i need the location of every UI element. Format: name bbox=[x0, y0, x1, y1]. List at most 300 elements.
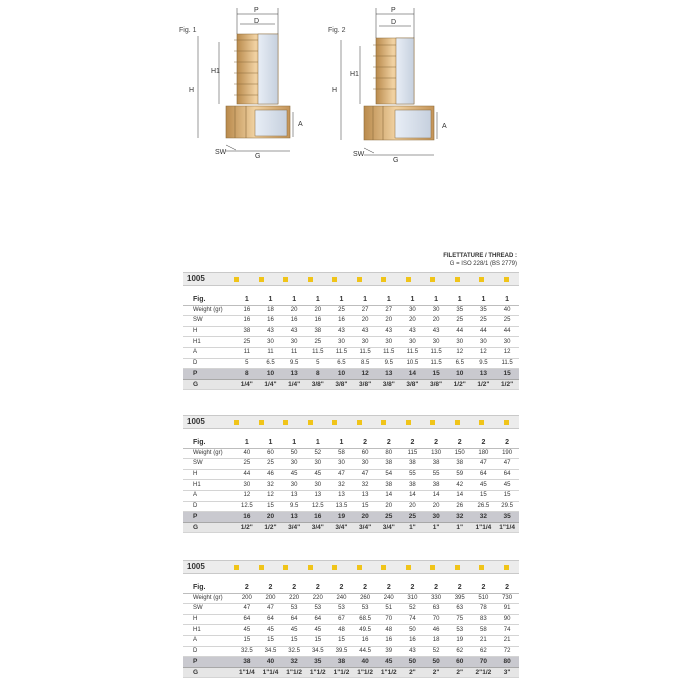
column-marker-square bbox=[504, 277, 509, 282]
table-cell: 80 bbox=[377, 448, 401, 459]
table-header bbox=[183, 415, 519, 429]
table-cell: 45 bbox=[472, 480, 496, 491]
table-row bbox=[183, 337, 519, 348]
table-cell: 11.5 bbox=[495, 358, 519, 369]
table-cell: 39 bbox=[377, 646, 401, 657]
table-cell: 2 bbox=[377, 438, 401, 448]
table-cell: 42 bbox=[448, 480, 472, 491]
table-cell: 53 bbox=[448, 625, 472, 636]
row-label: P bbox=[183, 657, 235, 668]
table-cell: 10 bbox=[448, 369, 472, 380]
table-cell: 12.5 bbox=[306, 501, 330, 512]
table-cell: 1"1/2 bbox=[330, 667, 354, 678]
column-marker-square bbox=[381, 277, 386, 282]
table-cell: 1"1/2 bbox=[306, 667, 330, 678]
table-cell: 2 bbox=[259, 583, 283, 593]
table-cell: 16 bbox=[282, 316, 306, 327]
column-marker-square bbox=[504, 565, 509, 570]
table-cell: 32 bbox=[472, 512, 496, 523]
figure-2-label: Fig. 2 bbox=[328, 27, 346, 34]
table-cell: 52 bbox=[306, 448, 330, 459]
table-cell: 1 bbox=[353, 295, 377, 305]
table-cell: 11.5 bbox=[401, 347, 425, 358]
table-cell: 25 bbox=[259, 459, 283, 470]
table-cell: 8 bbox=[235, 369, 259, 380]
table-cell: 58 bbox=[472, 625, 496, 636]
column-marker-square bbox=[234, 565, 239, 570]
table-cell: 9.5 bbox=[282, 358, 306, 369]
table-row bbox=[183, 316, 519, 327]
table-cell: 67 bbox=[330, 614, 354, 625]
row-label: A bbox=[183, 635, 235, 646]
table-cell: 11 bbox=[282, 347, 306, 358]
table-cell: 2 bbox=[495, 438, 519, 448]
table-cell: 35 bbox=[495, 512, 519, 523]
table-row bbox=[183, 469, 519, 480]
dim-d-label: D bbox=[254, 18, 260, 25]
table-cell: 2 bbox=[472, 583, 496, 593]
row-label: H1 bbox=[183, 337, 235, 348]
table-cell: 13.5 bbox=[330, 501, 354, 512]
table-row bbox=[183, 379, 519, 390]
table-cell: 90 bbox=[495, 614, 519, 625]
table-cell: 32 bbox=[282, 657, 306, 668]
table-cell: 1"1/4 bbox=[235, 667, 259, 678]
table-cell: 20 bbox=[353, 512, 377, 523]
table-cell: 1 bbox=[306, 295, 330, 305]
table-cell: 50 bbox=[424, 657, 448, 668]
spec-table-1 bbox=[183, 272, 519, 390]
row-label: SW bbox=[183, 459, 235, 470]
table-cell: 53 bbox=[282, 604, 306, 615]
column-marker-square bbox=[332, 420, 337, 425]
dim-sw-label: SW bbox=[353, 151, 365, 158]
table-cell: 50 bbox=[401, 625, 425, 636]
row-label: G bbox=[183, 379, 235, 390]
dim-h1-label: H1 bbox=[211, 68, 220, 75]
table-cell: 25 bbox=[377, 512, 401, 523]
table-cell: 32 bbox=[259, 480, 283, 491]
table-cell: 3/4" bbox=[377, 522, 401, 533]
column-marker-square bbox=[259, 420, 264, 425]
table-cell: 52 bbox=[424, 646, 448, 657]
row-label: Fig. bbox=[183, 583, 235, 593]
table-row bbox=[183, 646, 519, 657]
table-cell: 1/2" bbox=[259, 522, 283, 533]
table-cell: 12 bbox=[495, 347, 519, 358]
table-cell: 47 bbox=[495, 459, 519, 470]
table-cell: 25 bbox=[495, 316, 519, 327]
table-cell: 1 bbox=[282, 438, 306, 448]
table-row bbox=[183, 448, 519, 459]
table-cell: 1 bbox=[448, 295, 472, 305]
table-cell: 1 bbox=[306, 438, 330, 448]
table-cell: 1 bbox=[377, 295, 401, 305]
table-cell: 16 bbox=[306, 316, 330, 327]
table-cell: 9.5 bbox=[282, 501, 306, 512]
table-cell: 32 bbox=[448, 512, 472, 523]
table-cell: 5 bbox=[306, 358, 330, 369]
table-cell: 45 bbox=[306, 469, 330, 480]
table-row bbox=[183, 480, 519, 491]
table-cell: 11.5 bbox=[424, 347, 448, 358]
column-marker-square bbox=[357, 277, 362, 282]
table-cell: 30 bbox=[306, 480, 330, 491]
table-cell: 395 bbox=[448, 593, 472, 604]
row-label: H bbox=[183, 614, 235, 625]
table-cell: 1/2" bbox=[472, 379, 496, 390]
table-cell: 3/4" bbox=[353, 522, 377, 533]
table-cell: 32.5 bbox=[235, 646, 259, 657]
column-marker-square bbox=[308, 277, 313, 282]
table-cell: 16 bbox=[330, 316, 354, 327]
dim-p-label: P bbox=[391, 7, 396, 14]
table-cell: 43 bbox=[377, 326, 401, 337]
table-cell: 46 bbox=[259, 469, 283, 480]
table-cell: 1 bbox=[401, 295, 425, 305]
table-cell: 10 bbox=[330, 369, 354, 380]
table-cell: 21 bbox=[472, 635, 496, 646]
table-cell: 20 bbox=[259, 512, 283, 523]
table-cell: 1/2" bbox=[235, 522, 259, 533]
table-cell: 53 bbox=[330, 604, 354, 615]
table-cell: 59 bbox=[448, 469, 472, 480]
table-cell: 16 bbox=[235, 305, 259, 316]
table-cell: 30 bbox=[401, 337, 425, 348]
table-cell: 260 bbox=[353, 593, 377, 604]
table-cell: 2 bbox=[306, 583, 330, 593]
table-cell: 64 bbox=[259, 614, 283, 625]
table-cell: 30 bbox=[282, 459, 306, 470]
table-cell: 45 bbox=[282, 625, 306, 636]
column-marker-square bbox=[357, 565, 362, 570]
table-cell: 15 bbox=[495, 369, 519, 380]
table-cell: 45 bbox=[235, 625, 259, 636]
spec-table-3 bbox=[183, 560, 519, 678]
table-cell: 11.5 bbox=[424, 358, 448, 369]
table-cell: 78 bbox=[472, 604, 496, 615]
table-cell: 53 bbox=[306, 604, 330, 615]
row-label: A bbox=[183, 490, 235, 501]
table-cell: 26.5 bbox=[472, 501, 496, 512]
table-cell: 12.5 bbox=[235, 501, 259, 512]
table-cell: 1/2" bbox=[448, 379, 472, 390]
data-table bbox=[183, 438, 519, 533]
table-cell: 9.5 bbox=[472, 358, 496, 369]
table-cell: 38 bbox=[377, 480, 401, 491]
row-label: Fig. bbox=[183, 295, 235, 305]
table-cell: 14 bbox=[448, 490, 472, 501]
table-cell: 38 bbox=[448, 459, 472, 470]
table-cell: 30 bbox=[306, 459, 330, 470]
table-cell: 30 bbox=[424, 305, 448, 316]
table-cell: 32 bbox=[353, 480, 377, 491]
table-row bbox=[183, 347, 519, 358]
table-cell: 1"1/4 bbox=[259, 667, 283, 678]
column-marker-square bbox=[381, 420, 386, 425]
table-cell: 1" bbox=[448, 522, 472, 533]
thread-standard-note bbox=[443, 252, 517, 268]
table-cell: 3/8" bbox=[306, 379, 330, 390]
table-row bbox=[183, 635, 519, 646]
table-cell: 47 bbox=[330, 469, 354, 480]
table-cell: 13 bbox=[472, 369, 496, 380]
table-cell: 34.5 bbox=[259, 646, 283, 657]
table-cell: 14 bbox=[401, 490, 425, 501]
table-cell: 180 bbox=[472, 448, 496, 459]
column-marker-square bbox=[308, 565, 313, 570]
table-cell: 30 bbox=[353, 337, 377, 348]
spec-table-2 bbox=[183, 415, 519, 533]
table-cell: 220 bbox=[306, 593, 330, 604]
table-cell: 1 bbox=[424, 295, 448, 305]
table-cell: 51 bbox=[377, 604, 401, 615]
table-cell: 1 bbox=[235, 438, 259, 448]
table-cell: 220 bbox=[282, 593, 306, 604]
column-marker-square bbox=[332, 277, 337, 282]
table-cell: 20 bbox=[401, 316, 425, 327]
table-cell: 45 bbox=[259, 625, 283, 636]
table-row bbox=[183, 305, 519, 316]
table-cell: 1 bbox=[282, 295, 306, 305]
column-marker-square bbox=[259, 277, 264, 282]
table-cell: 2 bbox=[282, 583, 306, 593]
table-cell: 35 bbox=[448, 305, 472, 316]
table-cell: 18 bbox=[424, 635, 448, 646]
dim-d-label: D bbox=[391, 19, 397, 26]
table-cell: 48 bbox=[330, 625, 354, 636]
table-cell: 38 bbox=[424, 459, 448, 470]
table-cell: 3/8" bbox=[330, 379, 354, 390]
table-cell: 43 bbox=[282, 326, 306, 337]
table-cell: 15 bbox=[472, 490, 496, 501]
table-cell: 19 bbox=[330, 512, 354, 523]
table-row bbox=[183, 604, 519, 615]
table-cell: 3" bbox=[495, 667, 519, 678]
table-cell: 14 bbox=[401, 369, 425, 380]
table-cell: 310 bbox=[401, 593, 425, 604]
table-cell: 190 bbox=[495, 448, 519, 459]
dim-sw-label: SW bbox=[215, 149, 227, 156]
table-cell: 62 bbox=[448, 646, 472, 657]
table-cell: 8.5 bbox=[353, 358, 377, 369]
table-cell: 15 bbox=[353, 501, 377, 512]
table-cell: 60 bbox=[259, 448, 283, 459]
table-cell: 3/4" bbox=[330, 522, 354, 533]
table-cell: 43 bbox=[259, 326, 283, 337]
table-cell: 11 bbox=[235, 347, 259, 358]
table-cell: 12 bbox=[235, 490, 259, 501]
table-cell: 13 bbox=[282, 369, 306, 380]
table-cell: 32 bbox=[330, 480, 354, 491]
table-cell: 40 bbox=[259, 657, 283, 668]
table-cell: 2 bbox=[377, 583, 401, 593]
row-label: P bbox=[183, 512, 235, 523]
table-cell: 15 bbox=[282, 635, 306, 646]
table-cell: 60 bbox=[448, 657, 472, 668]
table-cell: 63 bbox=[448, 604, 472, 615]
table-cell: 20 bbox=[353, 316, 377, 327]
table-cell: 35 bbox=[306, 657, 330, 668]
table-cell: 45 bbox=[377, 657, 401, 668]
column-marker-square bbox=[455, 420, 460, 425]
table-cell: 43 bbox=[353, 326, 377, 337]
table-cell: 2 bbox=[472, 438, 496, 448]
row-label: H1 bbox=[183, 480, 235, 491]
table-cell: 16 bbox=[377, 635, 401, 646]
table-cell: 44.5 bbox=[353, 646, 377, 657]
table-cell: 2 bbox=[401, 583, 425, 593]
table-cell: 200 bbox=[235, 593, 259, 604]
table-cell: 1/2" bbox=[495, 379, 519, 390]
table-row bbox=[183, 593, 519, 604]
table-cell: 46 bbox=[424, 625, 448, 636]
table-cell: 30 bbox=[424, 337, 448, 348]
table-cell: 12 bbox=[448, 347, 472, 358]
table-cell: 2 bbox=[235, 583, 259, 593]
table-cell: 44 bbox=[235, 469, 259, 480]
table-row bbox=[183, 667, 519, 678]
column-marker-square bbox=[234, 420, 239, 425]
table-cell: 30 bbox=[282, 337, 306, 348]
figure-1-drawing bbox=[179, 7, 303, 160]
column-marker-square bbox=[332, 565, 337, 570]
row-label: H1 bbox=[183, 625, 235, 636]
row-label: Weight (gr) bbox=[183, 448, 235, 459]
table-cell: 2 bbox=[330, 583, 354, 593]
table-cell: 25 bbox=[472, 316, 496, 327]
table-cell: 11.5 bbox=[330, 347, 354, 358]
table-cell: 20 bbox=[401, 501, 425, 512]
table-cell: 13 bbox=[353, 490, 377, 501]
table-cell: 30 bbox=[259, 337, 283, 348]
table-cell: 13 bbox=[282, 512, 306, 523]
table-cell: 70 bbox=[472, 657, 496, 668]
table-cell: 38 bbox=[377, 459, 401, 470]
table-cell: 1 bbox=[472, 295, 496, 305]
table-row bbox=[183, 295, 519, 305]
table-cell: 20 bbox=[306, 305, 330, 316]
table-cell: 11.5 bbox=[353, 347, 377, 358]
table-cell: 3/8" bbox=[424, 379, 448, 390]
table-cell: 3/4" bbox=[306, 522, 330, 533]
table-cell: 70 bbox=[424, 614, 448, 625]
table-cell: 48 bbox=[377, 625, 401, 636]
table-cell: 12 bbox=[259, 490, 283, 501]
row-label: D bbox=[183, 501, 235, 512]
table-cell: 30 bbox=[448, 337, 472, 348]
table-cell: 43 bbox=[401, 646, 425, 657]
column-marker-square bbox=[234, 277, 239, 282]
table-cell: 25 bbox=[235, 337, 259, 348]
table-cell: 2 bbox=[448, 583, 472, 593]
table-cell: 1 bbox=[259, 438, 283, 448]
table-cell: 25 bbox=[235, 459, 259, 470]
table-cell: 1/4" bbox=[235, 379, 259, 390]
table-cell: 64 bbox=[235, 614, 259, 625]
table-cell: 16 bbox=[235, 512, 259, 523]
table-cell: 11.5 bbox=[377, 347, 401, 358]
table-cell: 130 bbox=[424, 448, 448, 459]
table-cell: 60 bbox=[353, 448, 377, 459]
table-cell: 45 bbox=[282, 469, 306, 480]
table-row bbox=[183, 438, 519, 448]
column-marker-square bbox=[479, 420, 484, 425]
table-cell: 34.5 bbox=[306, 646, 330, 657]
table-row bbox=[183, 501, 519, 512]
table-cell: 240 bbox=[377, 593, 401, 604]
table-cell: 47 bbox=[472, 459, 496, 470]
table-cell: 8 bbox=[306, 369, 330, 380]
table-cell: 40 bbox=[353, 657, 377, 668]
table-cell: 1 bbox=[330, 295, 354, 305]
dim-g-label: G bbox=[255, 153, 261, 160]
table-cell: 38 bbox=[401, 480, 425, 491]
row-label: Weight (gr) bbox=[183, 305, 235, 316]
table-cell: 2" bbox=[401, 667, 425, 678]
table-cell: 43 bbox=[424, 326, 448, 337]
table-cell: 3/8" bbox=[377, 379, 401, 390]
thread-note-line-1: FILETTATURE / THREAD : bbox=[443, 253, 517, 259]
table-cell: 2 bbox=[495, 583, 519, 593]
table-cell: 55 bbox=[401, 469, 425, 480]
table-cell: 43 bbox=[401, 326, 425, 337]
table-row bbox=[183, 522, 519, 533]
column-marker-square bbox=[406, 565, 411, 570]
table-cell: 40 bbox=[235, 448, 259, 459]
table-cell: 30 bbox=[424, 512, 448, 523]
table-cell: 30 bbox=[495, 337, 519, 348]
table-cell: 55 bbox=[424, 469, 448, 480]
table-cell: 20 bbox=[282, 305, 306, 316]
table-cell: 13 bbox=[282, 490, 306, 501]
column-marker-square bbox=[381, 565, 386, 570]
table-cell: 9.5 bbox=[377, 358, 401, 369]
column-marker-square bbox=[259, 565, 264, 570]
table-cell: 25 bbox=[448, 316, 472, 327]
table-cell: 68.5 bbox=[353, 614, 377, 625]
table-row bbox=[183, 358, 519, 369]
dim-h-label: H bbox=[332, 87, 338, 94]
table-cell: 13 bbox=[330, 490, 354, 501]
table-cell: 1"1/2 bbox=[377, 667, 401, 678]
table-cell: 30 bbox=[282, 480, 306, 491]
table-cell: 6.5 bbox=[330, 358, 354, 369]
table-cell: 47 bbox=[259, 604, 283, 615]
table-cell: 53 bbox=[353, 604, 377, 615]
row-label: Weight (gr) bbox=[183, 593, 235, 604]
table-cell: 74 bbox=[495, 625, 519, 636]
table-cell: 47 bbox=[353, 469, 377, 480]
fitting-drawings bbox=[0, 0, 700, 180]
table-row bbox=[183, 583, 519, 593]
column-marker-square bbox=[479, 565, 484, 570]
table-row bbox=[183, 326, 519, 337]
table-cell: 38 bbox=[235, 657, 259, 668]
table-cell: 3/8" bbox=[353, 379, 377, 390]
table-cell: 43 bbox=[330, 326, 354, 337]
table-cell: 1 bbox=[495, 295, 519, 305]
product-code: 1005 bbox=[187, 562, 205, 571]
product-code: 1005 bbox=[187, 417, 205, 426]
table-cell: 49.5 bbox=[353, 625, 377, 636]
table-cell: 64 bbox=[306, 614, 330, 625]
row-label: D bbox=[183, 358, 235, 369]
table-cell: 50 bbox=[401, 657, 425, 668]
table-cell: 39.5 bbox=[330, 646, 354, 657]
figure-1-label: Fig. 1 bbox=[179, 27, 197, 34]
table-cell: 74 bbox=[401, 614, 425, 625]
